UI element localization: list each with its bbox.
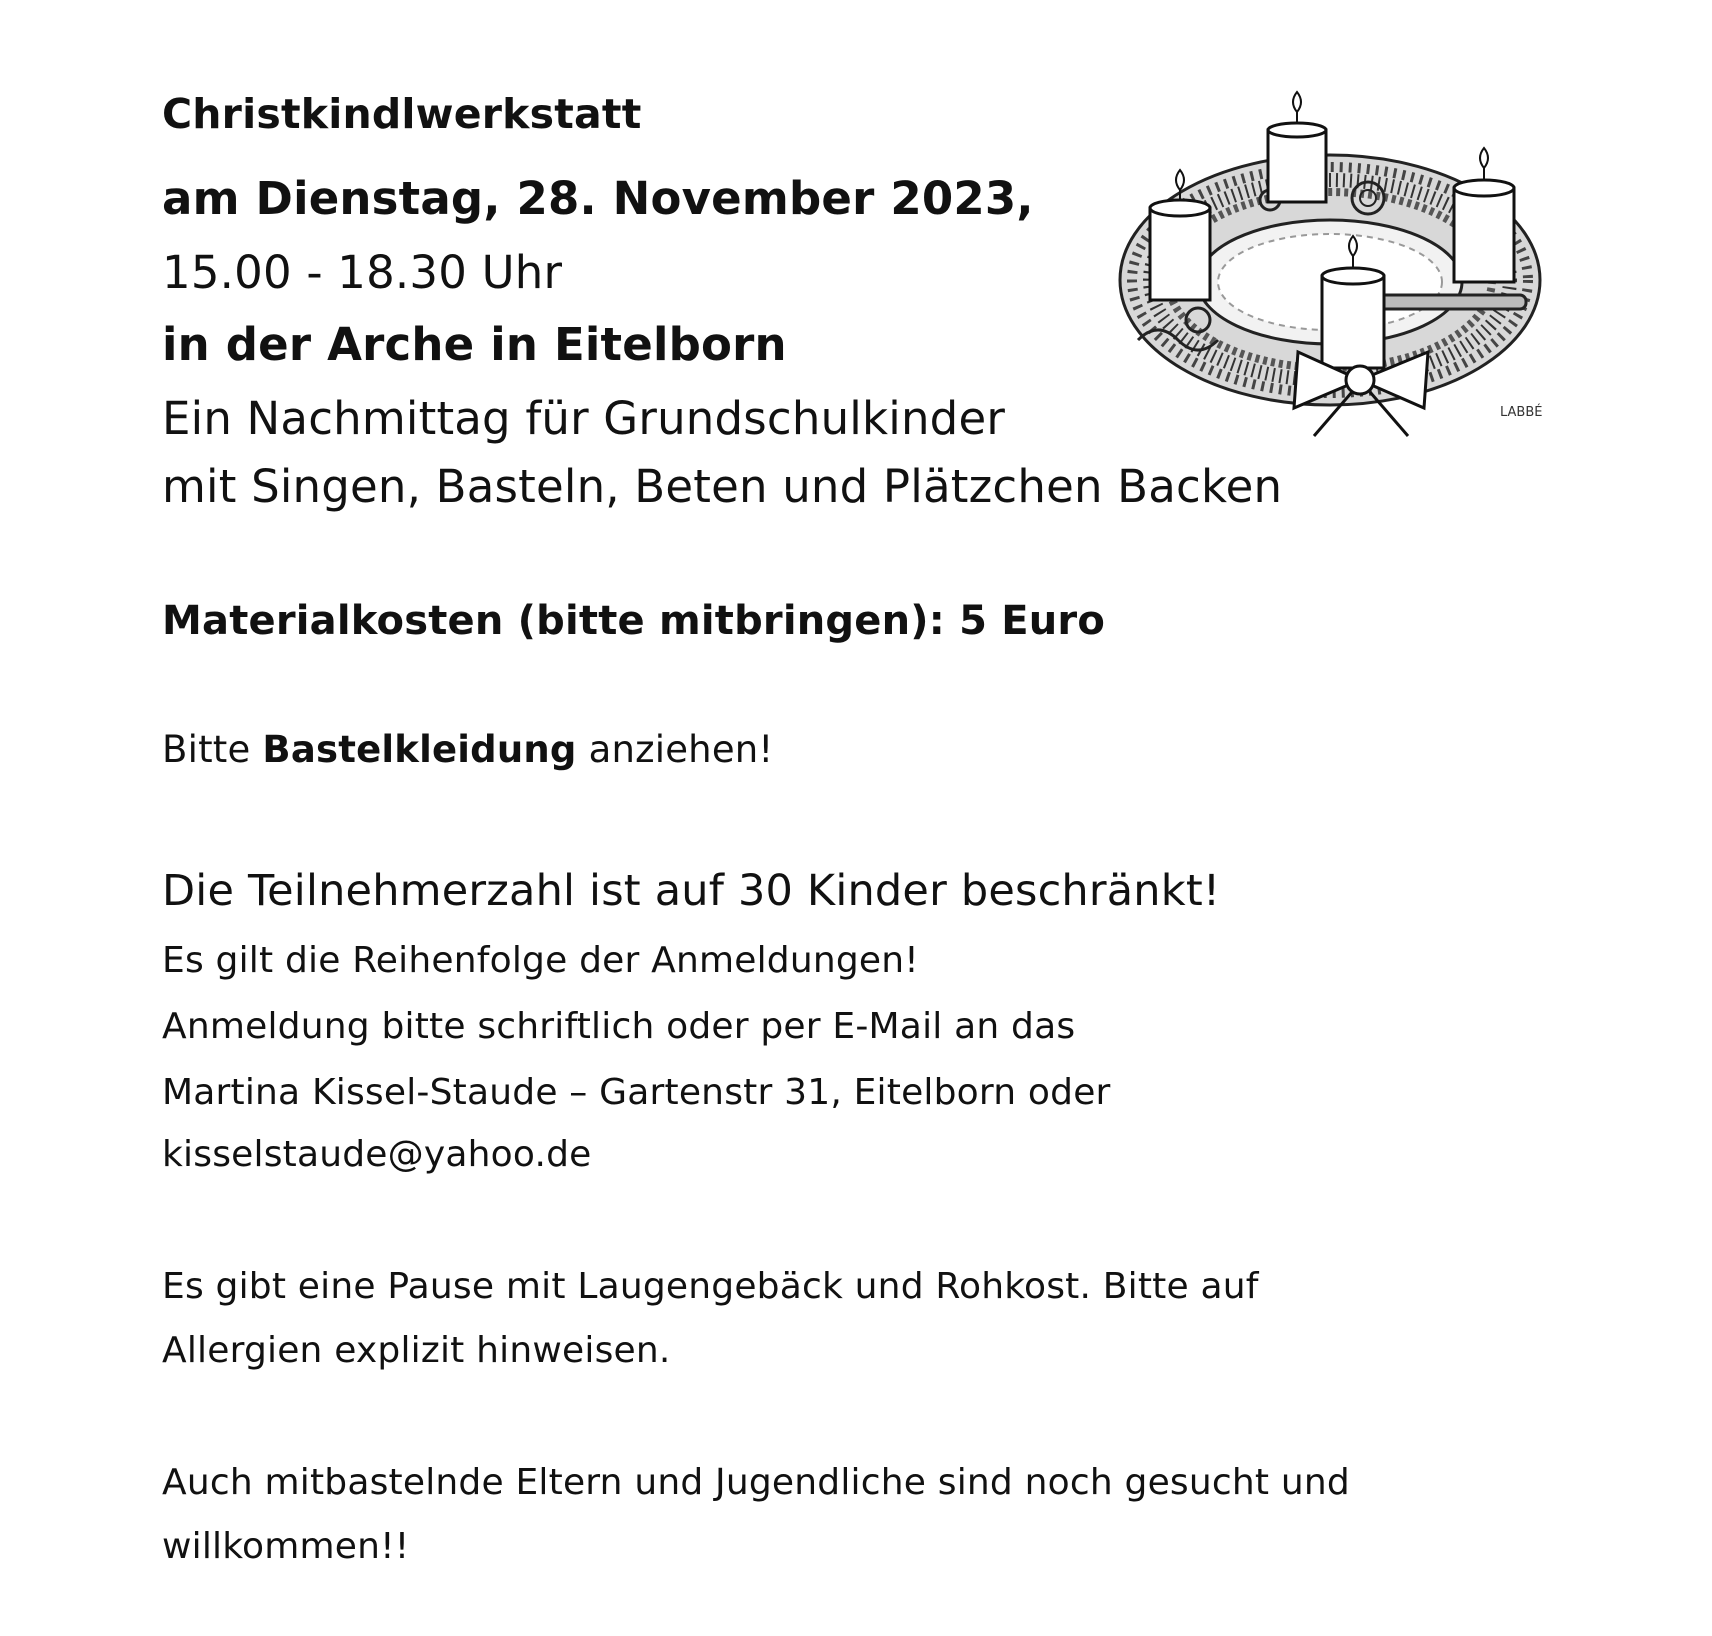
advent-wreath-icon [1108,90,1560,442]
event-time: 15.00 - 18.30 Uhr [162,246,563,299]
break-info-line2: Allergien explizit hinweisen. [162,1330,671,1371]
candle-right [1454,148,1514,282]
artist-signature: LABBÉ [1500,405,1543,420]
registration-order: Es gilt die Reihenfolge der Anmeldungen! [162,940,919,981]
helpers-line2: willkommen!! [162,1526,410,1567]
clothing-note [162,728,773,771]
helpers-line1: Auch mitbastelnde Eltern und Jugendliche sind noch gesucht und [162,1462,1350,1503]
event-date: am Dienstag, 28. November 2023, [162,172,1034,225]
material-costs: Materialkosten (bitte mitbringen): 5 Euro [162,598,1106,644]
registration-email: kisselstaude@yahoo.de [162,1134,592,1175]
ribbon-bow [1294,352,1428,436]
participant-limit: Die Teilnehmerzahl ist auf 30 Kinder beschränkt! [162,866,1221,916]
clothing-emphasis: Bastelkleidung [262,728,577,771]
registration-how: Anmeldung bitte schriftlich oder per E-Mail an das [162,1006,1076,1047]
event-location: in der Arche in Eitelborn [162,318,787,371]
event-description-line1: Ein Nachmittag für Grundschulkinder [162,392,1006,445]
registration-address: Martina Kissel-Staude – Gartenstr 31, Eitelborn oder [162,1072,1111,1113]
event-title: Christkindlwerkstatt [162,90,642,138]
candle-back [1268,92,1326,202]
clothing-prefix: Bitte [162,728,251,771]
break-info-line1: Es gibt eine Pause mit Laugengebäck und Rohkost. Bitte auf [162,1266,1259,1307]
event-description-line2: mit Singen, Basteln, Beten und Plätzchen Backen [162,460,1283,513]
clothing-suffix: anziehen! [588,728,774,771]
